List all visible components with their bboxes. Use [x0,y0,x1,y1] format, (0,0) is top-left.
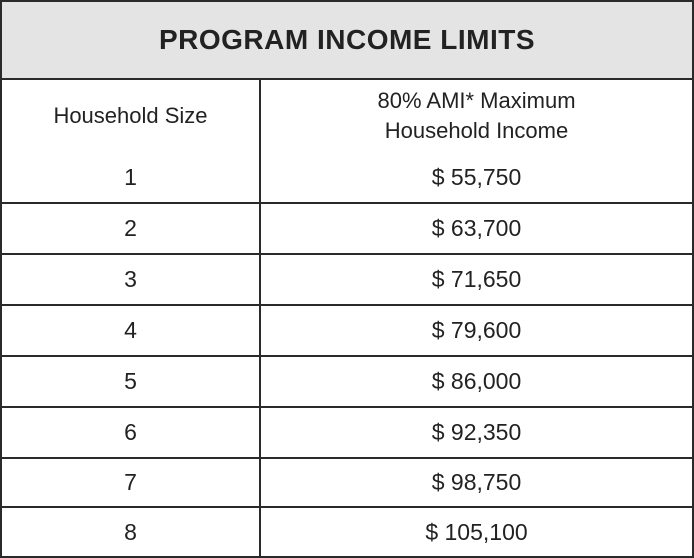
header-row [2,80,692,152]
table-row [2,203,692,254]
table-row [2,458,692,507]
household-size-cell: 2 [2,203,260,254]
max-income-cell: $ 55,750 [431,163,522,190]
household-size-cell: 8 [2,507,260,557]
income-table-grid [2,80,692,557]
household-size-cell: 6 [2,407,260,458]
header-max-income-line2: Household Income [384,118,569,143]
header-max-income-line1: 80% AMI* Maximum [377,88,576,113]
household-size-cell: 3 [2,254,260,305]
household-size-cell: 7 [2,458,260,507]
table-row [2,305,692,356]
table-title: PROGRAM INCOME LIMITS [2,2,692,80]
max-income-cell: $ 71,650 [260,254,692,305]
max-income-cell: $ 105,100 [260,507,692,557]
max-income-cell: $ 98,750 [260,458,692,507]
table-row [2,356,692,407]
header-household-size: Household Size [2,80,260,152]
max-income-cell: $ 86,000 [260,356,692,407]
max-income-cell: $ 79,600 [260,305,692,356]
household-size-cell: 1 [2,152,260,203]
table-row [2,507,692,557]
household-size-cell: 4 [2,305,260,356]
max-income-cell: $ 92,350 [260,407,692,458]
max-income-cell: $ 63,700 [260,203,692,254]
table-row [2,152,692,203]
household-size-cell: 5 [2,356,260,407]
header-max-income [260,80,692,152]
table-row [2,407,692,458]
table-row [2,254,692,305]
